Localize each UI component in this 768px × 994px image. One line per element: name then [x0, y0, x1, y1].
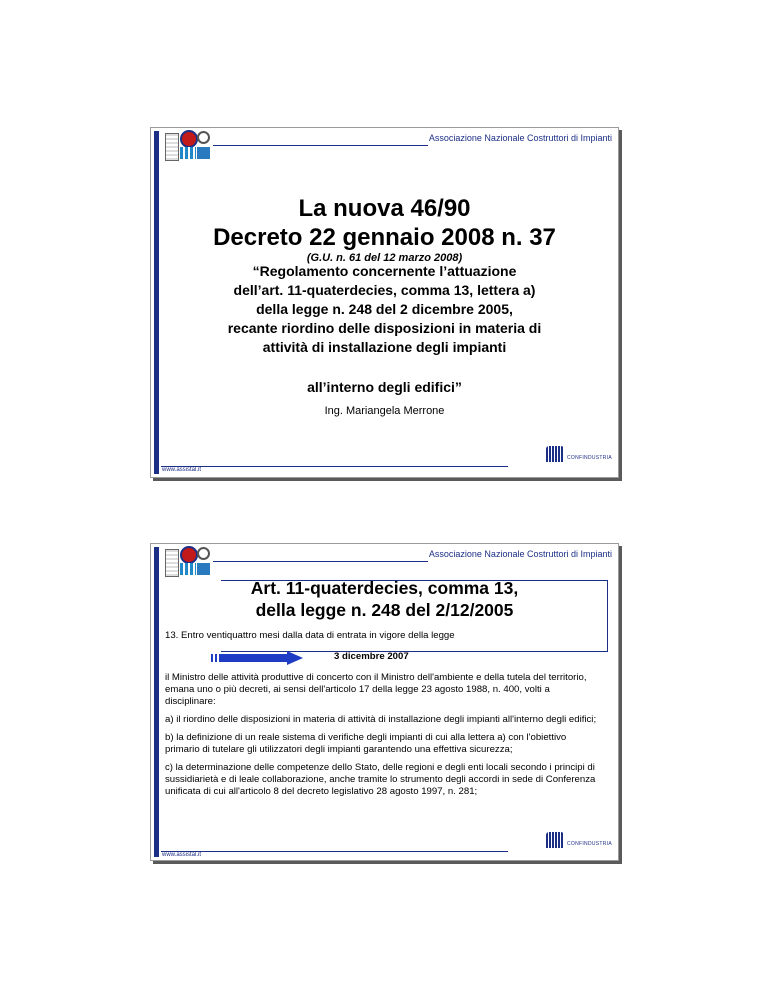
- quote-line: attività di installazione degli impianti: [262, 339, 507, 355]
- title-line-1: Art. 11-quaterdecies, comma 13,: [250, 578, 519, 598]
- quote-line: “Regolamento concernente l’attuazione: [252, 263, 517, 279]
- confindustria-icon: [546, 446, 564, 462]
- footer-url[interactable]: www.assistal.it: [162, 467, 202, 473]
- confindustria-icon: [546, 832, 564, 848]
- author: Ing. Mariangela Merrone: [324, 405, 445, 417]
- quote-line: recante riordino delle disposizioni in materia di: [227, 320, 542, 336]
- assistal-logo: [165, 130, 211, 161]
- header-rule: [213, 561, 428, 562]
- confindustria-logo: [546, 832, 612, 848]
- quote-line: della legge n. 248 del 2 dicembre 2005,: [256, 301, 513, 317]
- article-body: [165, 672, 602, 804]
- footer-rule: [161, 851, 508, 852]
- title-line-2: Decreto 22 gennaio 2008 n. 37: [213, 224, 556, 251]
- slide-title: [151, 194, 618, 252]
- confindustria-logo: [546, 446, 612, 462]
- article-intro: 13. Entro ventiquattro mesi dalla data di entrata in vigore della legge: [165, 630, 455, 641]
- decree-quote: [151, 262, 618, 357]
- paragraph-c: c) la determinazione delle competenze dello Stato, delle regioni e degli enti locali secondo i principi di sussidiarietà e di leale collaborazione, anche tramite lo strumento degli accordi in sede di Conferenza unificata di cui all'articolo 8 del decreto legislativo 28 agosto 1997, n. 281;: [165, 762, 596, 797]
- header-association: Associazione Nazionale Costruttori di Impianti: [428, 133, 612, 143]
- date-label: 3 dicembre 2007: [334, 651, 409, 662]
- title-line-1: La nuova 46/90: [298, 195, 471, 222]
- paragraph: il Ministro delle attività produttive di concerto con il Ministro dell'ambiente e della tutela del territorio, emana uno o più decreti, ai sensi dell'articolo 17 della legge 23 agosto 1988, n. 400, volti a disciplinare:: [165, 672, 587, 707]
- paragraph-b: b) la definizione di un reale sistema di verifiche degli impianti di cui alla lettera a) con l'obiettivo primario di tutelare gli utilizzatori degli impianti garantendo una effettiva sicurezza;: [165, 732, 567, 755]
- slide-2: [150, 543, 619, 861]
- quote-line: dell’art. 11-quaterdecies, comma 13, lettera a): [233, 282, 536, 298]
- gu-reference: (G.U. n. 61 del 12 marzo 2008): [306, 252, 463, 264]
- slide-1: [150, 127, 619, 478]
- assistal-logo: [165, 546, 211, 577]
- date-callout: [211, 651, 541, 665]
- footer-rule: [161, 466, 508, 467]
- footer-url[interactable]: www.assistal.it: [162, 852, 202, 858]
- quote-last-line: all’interno degli edifici”: [307, 379, 462, 395]
- confindustria-label: CONFINDUSTRIA: [566, 455, 612, 461]
- paragraph-a: a) il riordino delle disposizioni in materia di attività di installazione degli impianti all'interno degli edifici;: [165, 714, 597, 725]
- right-arrow-icon: [211, 651, 303, 665]
- slide-title: [151, 577, 618, 621]
- title-line-2: della legge n. 248 del 2/12/2005: [255, 600, 514, 620]
- header-rule: [213, 145, 428, 146]
- confindustria-label: CONFINDUSTRIA: [566, 841, 612, 847]
- header-association: Associazione Nazionale Costruttori di Impianti: [428, 549, 612, 559]
